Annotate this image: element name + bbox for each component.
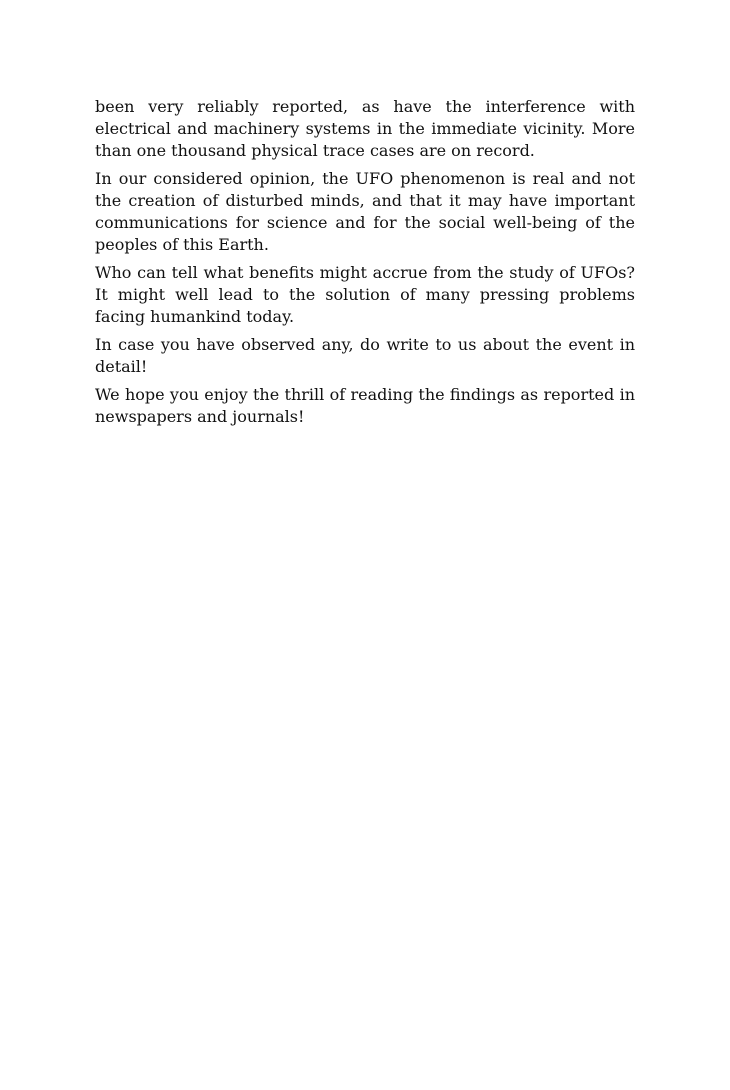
- paragraph-benefits: Who can tell what benefits might accrue from the study of UFOs? It might well lead to the solution of many pressing problems facing humankind today.: [95, 263, 635, 326]
- paragraph-write-to-us: In case you have observed any, do write to us about the event in detail!: [95, 335, 635, 376]
- paragraph-enjoy: We hope you enjoy the thrill of reading the findings as reported in newspapers and journals!: [95, 385, 635, 426]
- paragraph-trace-cases: been very reliably reported, as have the interference with electrical and machinery systems in the immediate vicinity. More than one thousand physical trace cases are on record.: [95, 97, 635, 160]
- page-body: [95, 96, 635, 434]
- paragraph-opinion: In our considered opinion, the UFO phenomenon is real and not the creation of disturbed minds, and that it may have important communications for science and for the social well-being of the peoples of this Earth.: [95, 169, 635, 254]
